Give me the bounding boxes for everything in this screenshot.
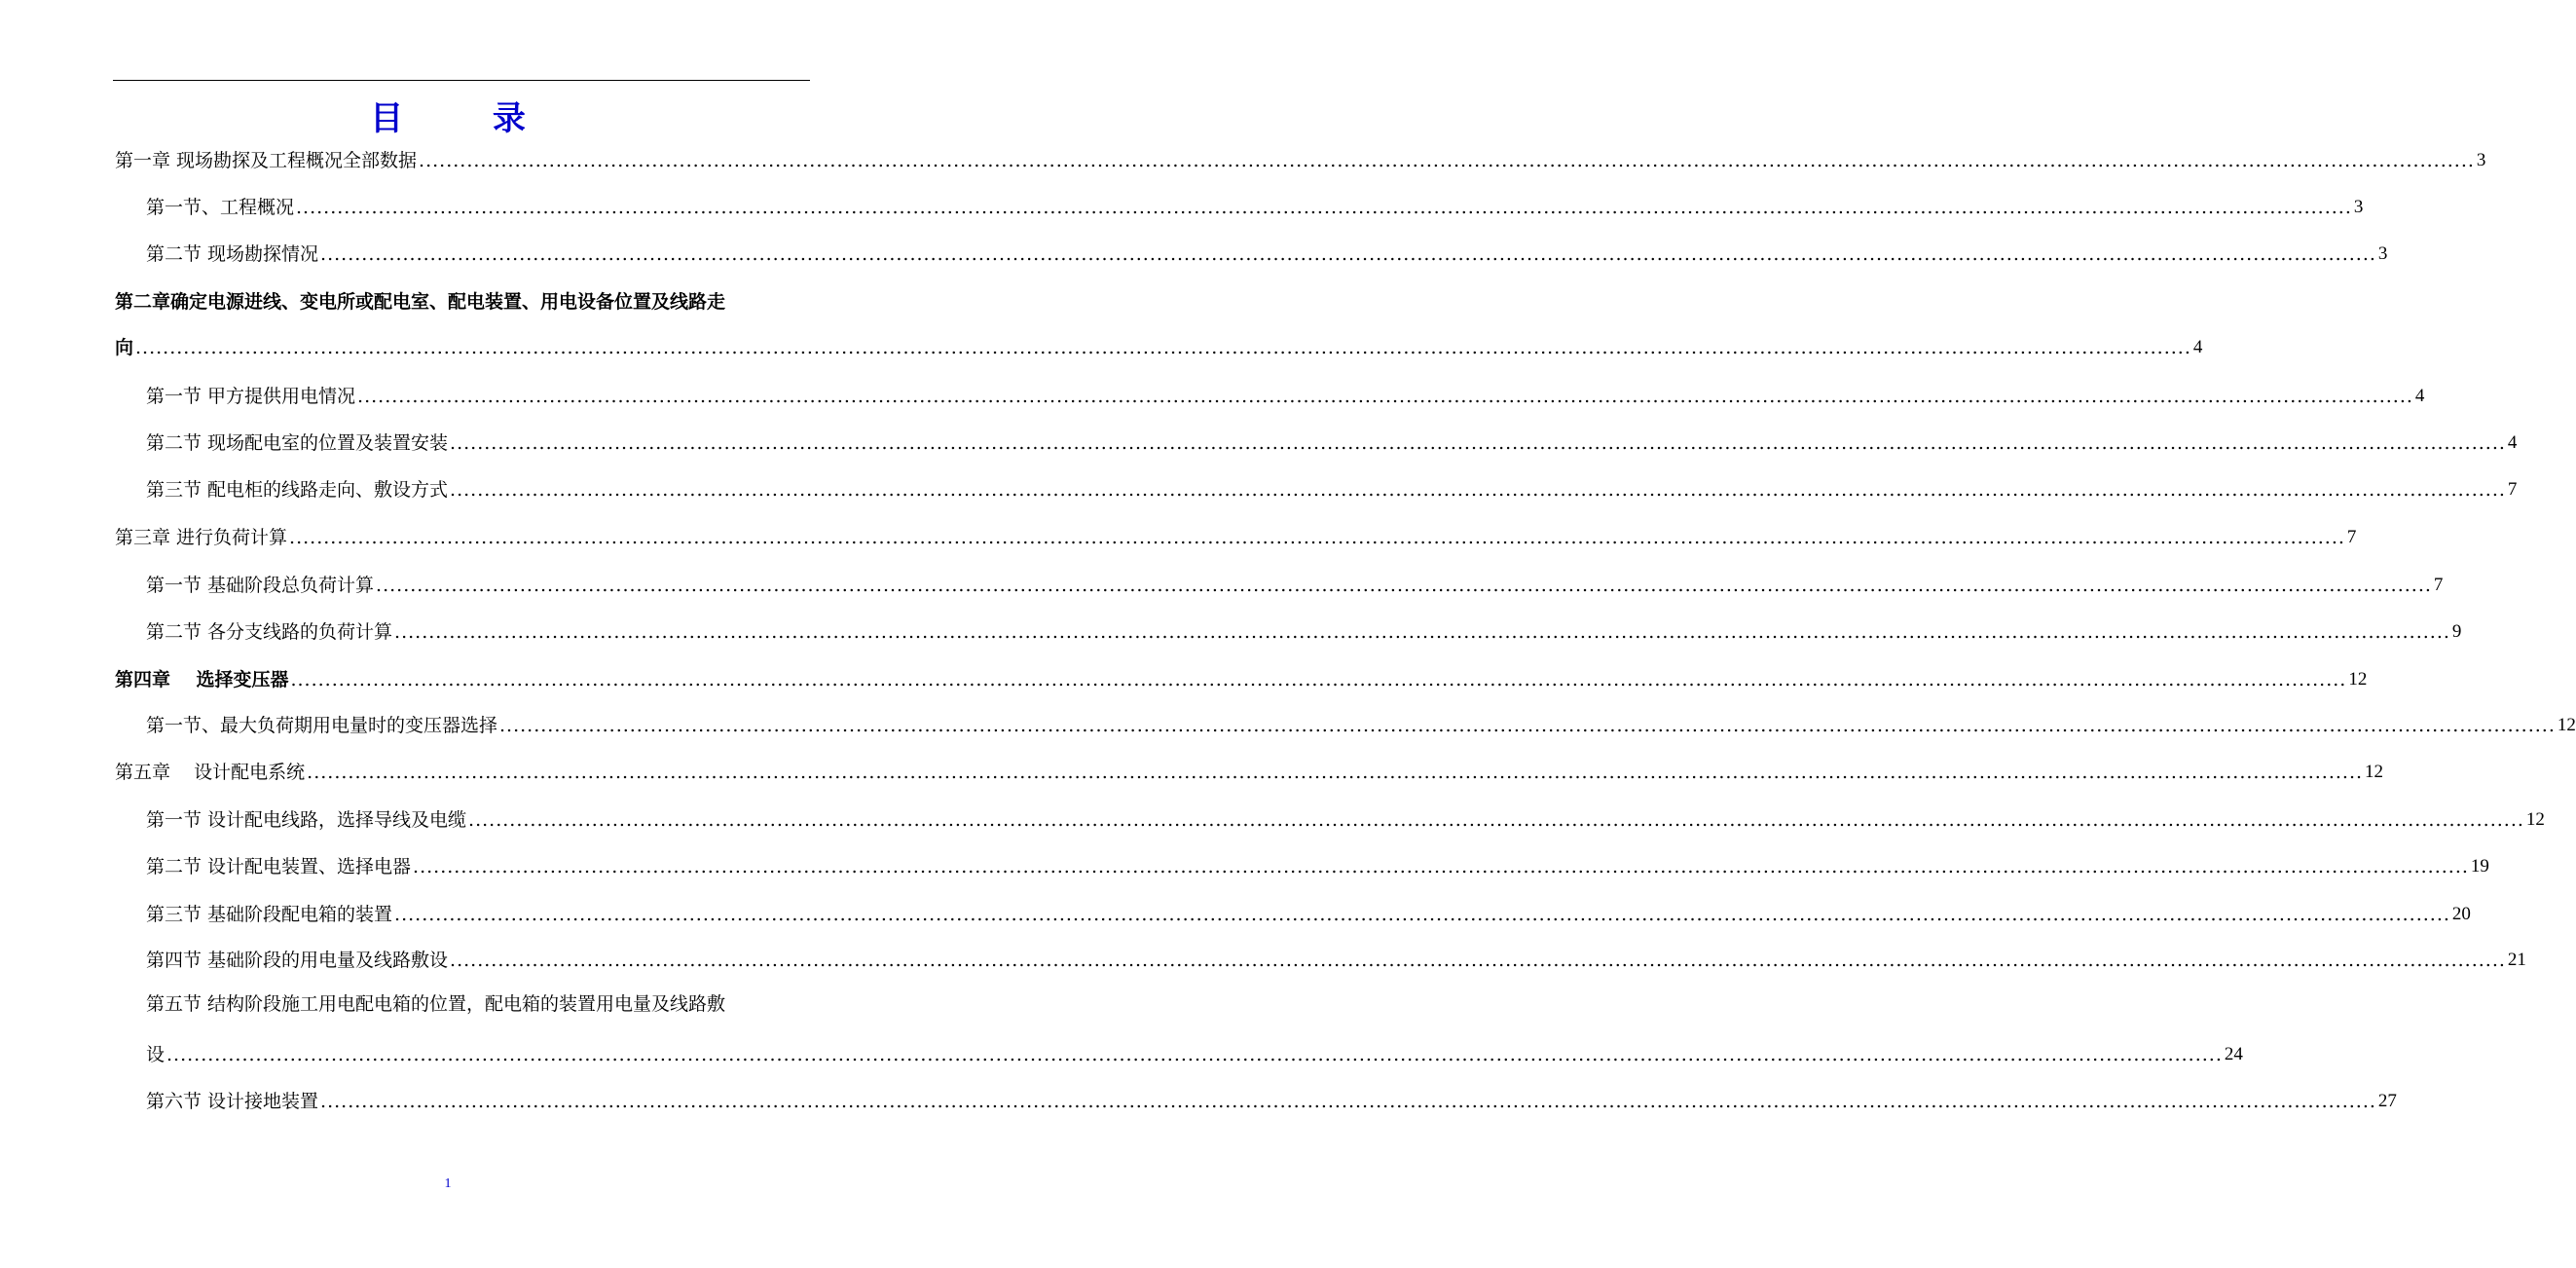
toc-entry-page: 9 xyxy=(2451,621,2462,642)
toc-entry-chapter-2-line1[interactable]: 第二章确定电源进线、变电所或配电室、配电装置、用电设备位置及线路走 xyxy=(115,291,726,313)
page-number: 1 xyxy=(444,1176,452,1191)
toc-entry-label: 第六节 设计接地装置 xyxy=(146,1091,319,1112)
toc-entry-section-5-5-line1[interactable]: 第五节 结构阶段施工用电配电箱的位置，配电箱的装置用电量及线路敷 xyxy=(146,993,726,1015)
toc-entry-page: 4 xyxy=(2414,386,2425,406)
toc-entry-label: 第一节、工程概况 xyxy=(146,197,295,218)
toc-entry-page: 19 xyxy=(2470,856,2489,876)
toc-entry-page: 3 xyxy=(2476,150,2486,170)
toc-entry-section-3-2[interactable] xyxy=(146,615,2462,645)
leader-dots: ............................................................................................................................................................................................................................................................................................................ xyxy=(394,904,2450,925)
toc-entry-section-1-1[interactable] xyxy=(146,191,2364,220)
toc-entry-label: 第五章 设计配电系统 xyxy=(115,762,306,783)
toc-entry-chapter-3[interactable] xyxy=(115,521,2357,550)
toc-entry-page: 12 xyxy=(2365,762,2384,782)
toc-entry-label: 第三节 配电柜的线路走向、敷设方式 xyxy=(146,479,449,501)
leader-dots: ............................................................................................................................................................................................................................................................................................................ xyxy=(296,197,2352,218)
toc-entry-page: 12 xyxy=(2525,809,2545,830)
toc-entry-label: 第四节 基础阶段的用电量及线路敷设 xyxy=(146,950,449,971)
toc-entry-section-4-1[interactable] xyxy=(146,709,2576,738)
toc-entry-chapter-2[interactable] xyxy=(115,331,2203,360)
toc-entry-section-3-1[interactable] xyxy=(146,569,2444,598)
toc-entry-section-1-2[interactable] xyxy=(146,238,2388,267)
leader-dots: ............................................................................................................................................................................................................................................................................................................ xyxy=(413,856,2469,877)
toc-entry-label: 第四章 选择变压器 xyxy=(115,669,289,690)
toc-title: 目 录 xyxy=(370,99,565,138)
toc-entry-page: 7 xyxy=(2507,479,2518,500)
header-rule xyxy=(113,80,810,81)
toc-entry-page: 7 xyxy=(2346,527,2357,547)
leader-dots: ............................................................................................................................................................................................................................................................................................................ xyxy=(394,621,2450,643)
toc-entry-section-2-1[interactable] xyxy=(146,380,2425,409)
leader-dots: ............................................................................................................................................................................................................................................................................................................ xyxy=(419,150,2475,171)
toc-entry-label: 第二节 各分支线路的负荷计算 xyxy=(146,621,393,643)
toc-entry-page: 3 xyxy=(2353,197,2364,217)
toc-entry-section-2-2[interactable] xyxy=(146,427,2518,456)
toc-entry-chapter-1[interactable] xyxy=(115,144,2486,173)
toc-entry-label: 第一节 基础阶段总负荷计算 xyxy=(146,575,375,596)
toc-entry-page: 3 xyxy=(2377,243,2388,264)
toc-entry-section-2-3[interactable] xyxy=(146,473,2518,503)
leader-dots: ............................................................................................................................................................................................................................................................................................................ xyxy=(450,479,2506,501)
toc-entry-page: 4 xyxy=(2192,337,2203,357)
toc-entry-label: 第一节 设计配电线路，选择导线及电缆 xyxy=(146,809,467,831)
toc-entry-page: 4 xyxy=(2507,432,2518,453)
leader-dots: ............................................................................................................................................................................................................................................................................................................ xyxy=(450,950,2506,971)
toc-entry-label: 第三章 进行负荷计算 xyxy=(115,527,288,548)
leader-dots: ............................................................................................................................................................................................................................................................................................................ xyxy=(166,1044,2223,1065)
toc-entry-page: 24 xyxy=(2224,1044,2243,1064)
toc-entry-page: 7 xyxy=(2433,575,2444,595)
toc-entry-section-5-5[interactable] xyxy=(146,1038,2243,1067)
toc-entry-label: 向 xyxy=(115,337,134,358)
toc-entry-page: 12 xyxy=(2348,669,2368,690)
leader-dots: ............................................................................................................................................................................................................................................................................................................ xyxy=(135,337,2191,358)
toc-entry-section-5-6[interactable] xyxy=(146,1085,2397,1114)
toc-entry-label: 设 xyxy=(146,1044,166,1065)
toc-entry-page: 12 xyxy=(2557,715,2576,735)
toc-entry-label: 第一节、最大负荷期用电量时的变压器选择 xyxy=(146,715,498,736)
toc-entry-section-5-2[interactable] xyxy=(146,850,2489,879)
toc-entry-page: 27 xyxy=(2377,1091,2397,1111)
toc-entry-label: 第三节 基础阶段配电箱的装置 xyxy=(146,904,393,925)
leader-dots: ............................................................................................................................................................................................................................................................................................................ xyxy=(307,762,2364,783)
leader-dots: ............................................................................................................................................................................................................................................................................................................ xyxy=(468,809,2524,831)
toc-entry-chapter-5[interactable] xyxy=(115,756,2384,785)
leader-dots: ............................................................................................................................................................................................................................................................................................................ xyxy=(450,432,2506,454)
toc-entry-page: 21 xyxy=(2507,950,2526,970)
toc-entry-label: 第二节 设计配电装置、选择电器 xyxy=(146,856,412,877)
leader-dots: ............................................................................................................................................................................................................................................................................................................ xyxy=(290,669,2347,690)
toc-entry-label: 第一章 现场勘探及工程概况全部数据 xyxy=(115,150,418,171)
toc-entry-section-5-1[interactable] xyxy=(146,803,2545,833)
toc-entry-page: 20 xyxy=(2451,904,2471,924)
toc-entry-label: 第二节 现场勘探情况 xyxy=(146,243,319,265)
toc-entry-chapter-4[interactable] xyxy=(115,663,2368,692)
leader-dots: ............................................................................................................................................................................................................................................................................................................ xyxy=(357,386,2413,407)
toc-entry-section-5-3[interactable] xyxy=(146,898,2471,927)
leader-dots: ............................................................................................................................................................................................................................................................................................................ xyxy=(320,243,2376,265)
leader-dots: ............................................................................................................................................................................................................................................................................................................ xyxy=(499,715,2556,736)
leader-dots: ............................................................................................................................................................................................................................................................................................................ xyxy=(320,1091,2376,1112)
leader-dots: ............................................................................................................................................................................................................................................................................................................ xyxy=(376,575,2432,596)
toc-entry-label: 第二节 现场配电室的位置及装置安装 xyxy=(146,432,449,454)
toc-entry-section-5-4[interactable] xyxy=(146,944,2526,973)
toc-entry-label: 第一节 甲方提供用电情况 xyxy=(146,386,356,407)
leader-dots: ............................................................................................................................................................................................................................................................................................................ xyxy=(289,527,2345,548)
